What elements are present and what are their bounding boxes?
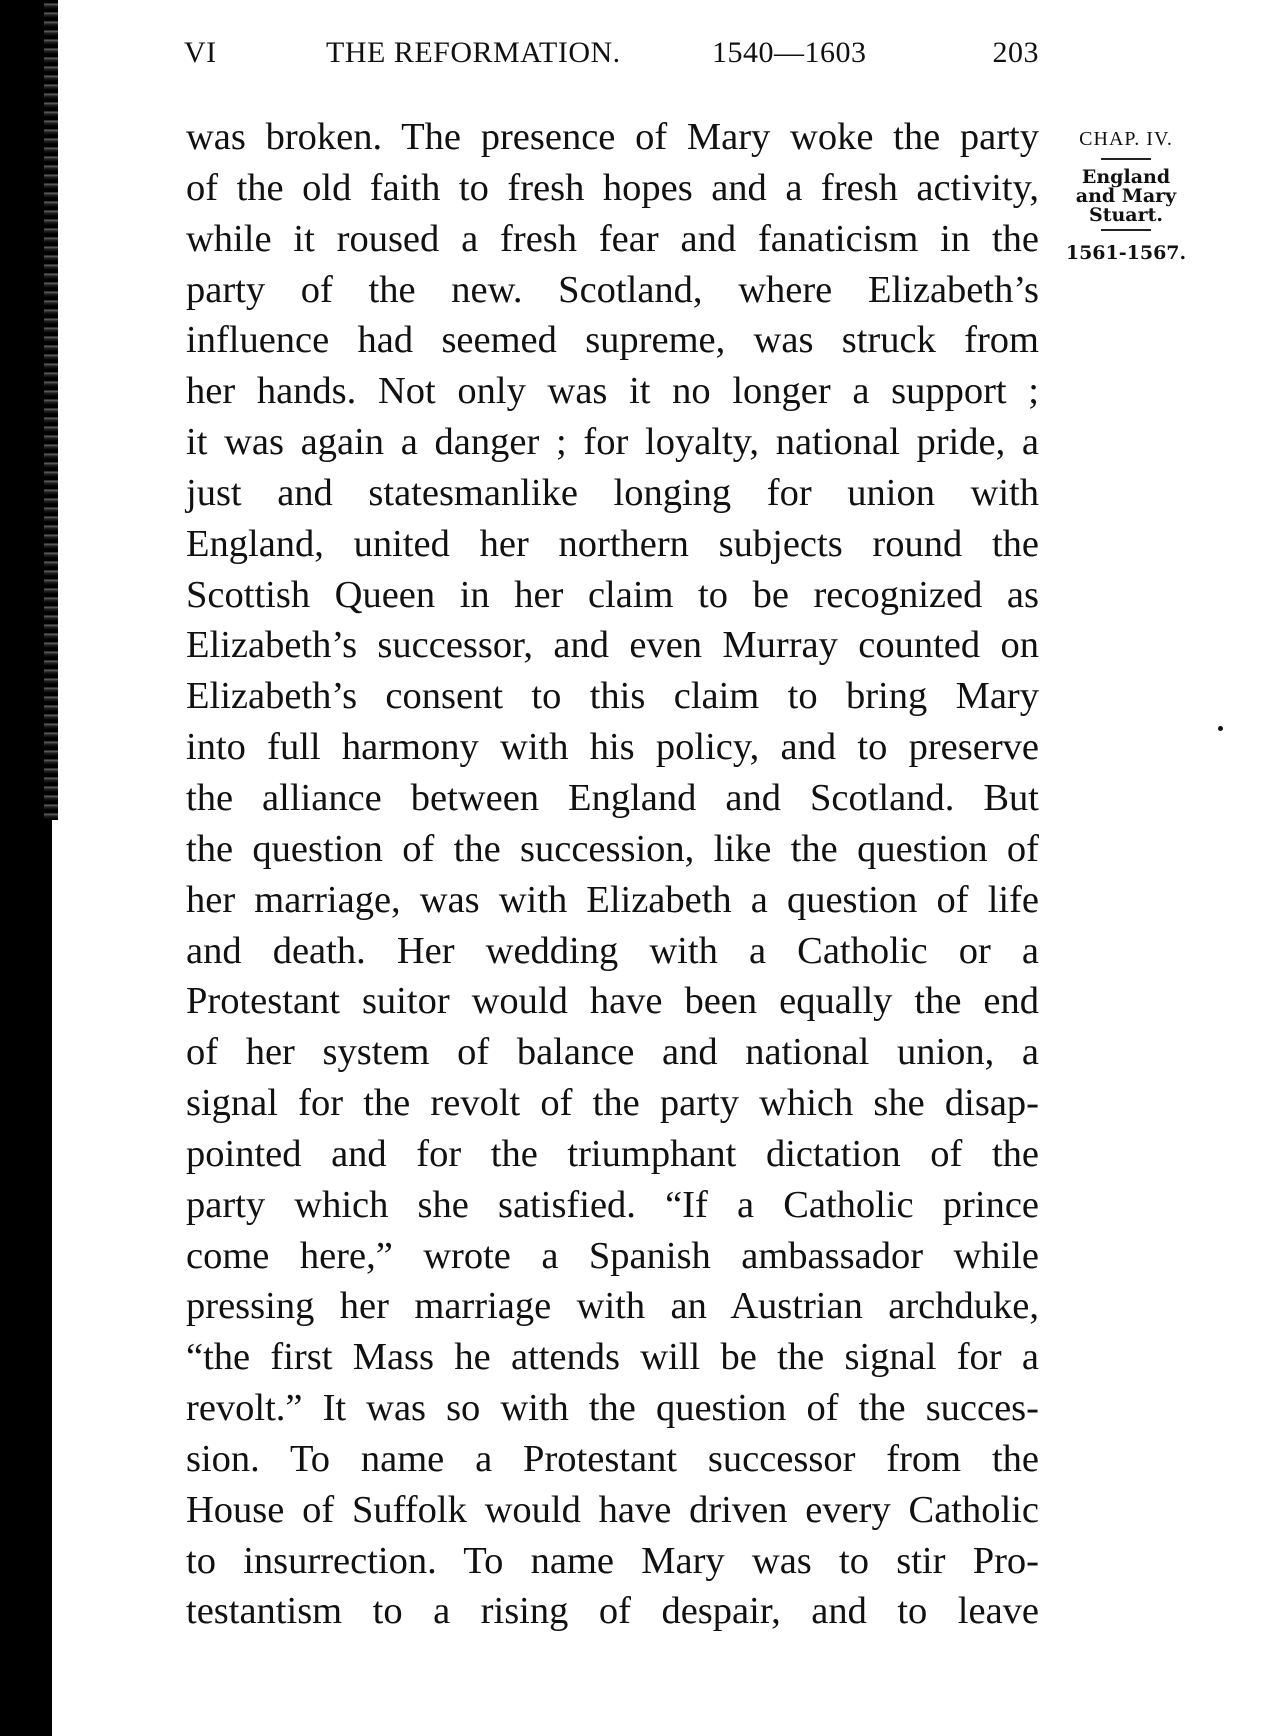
text-line: pointed and for the triumphant dictation of the — [186, 1132, 1039, 1175]
text-line: sion. To name a Protestant successor from the — [186, 1437, 1039, 1480]
text-line: pressing her marriage with an Austrian archduke, — [186, 1285, 1039, 1328]
running-head-dates: 1540—1603 — [712, 36, 867, 69]
text-line: party which she satisfied. “If a Catholic prince — [186, 1183, 1039, 1226]
text-line: her hands. Not only was it no longer a support ; — [186, 370, 1039, 413]
text-line: Elizabeth’s successor, and even Murray counted on — [186, 624, 1039, 667]
text-line: it was again a danger ; for loyalty, national pride, a — [186, 421, 1039, 464]
running-head-title: THE REFORMATION. — [326, 36, 621, 69]
margin-note-dates: 1561-1567. — [1065, 242, 1187, 264]
text-line: England, united her northern subjects round the — [186, 522, 1039, 565]
text-line: and death. Her wedding with a Catholic or a — [186, 929, 1039, 972]
text-line: Scottish Queen in her claim to be recognized as — [186, 573, 1039, 616]
body-text — [186, 112, 1039, 1637]
margin-note-topic-line: England — [1081, 166, 1171, 188]
print-speck — [1218, 726, 1223, 731]
text-line: revolt.” It was so with the question of the succes- — [186, 1387, 1039, 1430]
text-line: her marriage, was with Elizabeth a question of life — [186, 878, 1039, 921]
text-line: influence had seemed supreme, was struck from — [186, 319, 1039, 362]
text-line: signal for the revolt of the party which she disap- — [186, 1082, 1039, 1125]
text-line: the question of the succession, like the question of — [186, 827, 1039, 870]
running-head-chapter: VI — [184, 36, 217, 69]
text-line: into full harmony with his policy, and to preserve — [186, 726, 1039, 769]
text-line: while it roused a fresh fear and fanaticism in the — [186, 217, 1039, 260]
text-line: “the first Mass he attends will be the signal for a — [186, 1336, 1039, 1379]
text-line: was broken. The presence of Mary woke the party — [186, 116, 1039, 158]
margin-note-rule — [1101, 158, 1151, 160]
text-line: the alliance between England and Scotland. But — [186, 776, 1039, 819]
spine-edge-texture — [44, 0, 58, 820]
text-line: to insurrection. To name Mary was to stir Pro- — [186, 1539, 1039, 1582]
margin-notes — [1062, 126, 1190, 265]
margin-note-rule — [1101, 229, 1151, 231]
page-number: 203 — [992, 36, 1039, 69]
text-line: just and statesmanlike longing for union with — [186, 471, 1039, 514]
margin-note-topic — [1062, 168, 1190, 225]
running-head — [184, 36, 1039, 76]
text-line: Elizabeth’s consent to this claim to bring Mary — [186, 675, 1039, 718]
text-line: of her system of balance and national union, a — [186, 1031, 1039, 1074]
margin-note-chapter: CHAP. IV. — [1079, 128, 1173, 150]
margin-note-topic-line: and Mary — [1075, 185, 1177, 207]
text-line: Protestant suitor would have been equally the end — [186, 980, 1039, 1023]
text-line: House of Suffolk would have driven every Catholic — [186, 1488, 1039, 1531]
text-line: come here,” wrote a Spanish ambassador while — [186, 1234, 1039, 1277]
text-line: of the old faith to fresh hopes and a fresh activity, — [186, 166, 1039, 209]
text-line: party of the new. Scotland, where Elizabeth’s — [186, 268, 1039, 311]
text-line: testantism to a rising of despair, and to leave — [186, 1590, 1039, 1633]
margin-note-topic-line: Stuart. — [1088, 204, 1164, 226]
